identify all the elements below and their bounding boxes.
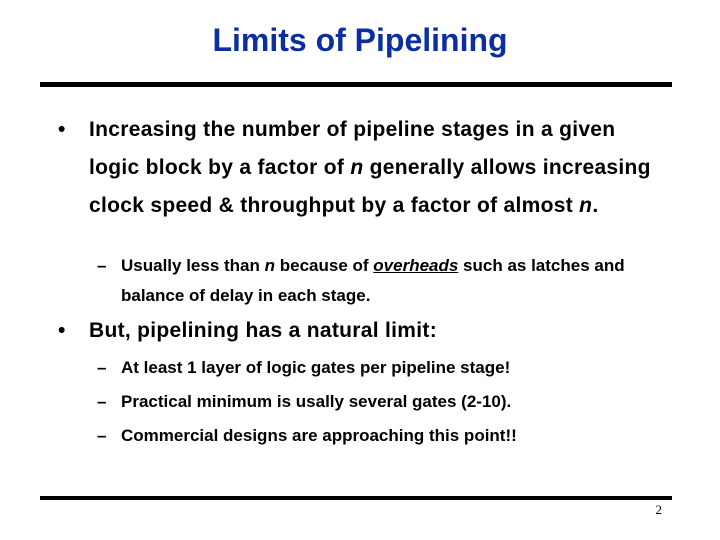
sub-bullet-2-3-text: Commercial designs are approaching this point!! bbox=[121, 426, 517, 445]
dash-marker: – bbox=[97, 256, 107, 275]
dash-marker: – bbox=[97, 392, 107, 411]
bullet-marker: • bbox=[58, 118, 66, 141]
dash-marker: – bbox=[97, 426, 107, 445]
sub-bullet-2-2-text: Practical minimum is usally several gates (2-10). bbox=[121, 392, 512, 411]
bullet-marker: • bbox=[58, 319, 66, 342]
bullet-1-text: Increasing the number of pipeline stages in a given logic block by a factor of n generally allows increasing clock speed & throughput by a factor of almost n. bbox=[89, 118, 651, 217]
sub-bullet-2-1-text: At least 1 layer of logic gates per pipeline stage! bbox=[121, 358, 511, 377]
overheads-term: overheads bbox=[373, 256, 459, 275]
page-number: 2 bbox=[655, 502, 662, 517]
bullet-2-text: But, pipelining has a natural limit: bbox=[89, 319, 437, 342]
slide-title: Limits of Pipelining bbox=[212, 22, 508, 58]
dash-marker: – bbox=[97, 358, 107, 377]
title-divider bbox=[40, 82, 672, 87]
footer-divider bbox=[40, 496, 672, 500]
sub-bullet-1-1-text: Usually less than n because of overheads such as latches and balance of delay in each stage. bbox=[121, 256, 625, 305]
